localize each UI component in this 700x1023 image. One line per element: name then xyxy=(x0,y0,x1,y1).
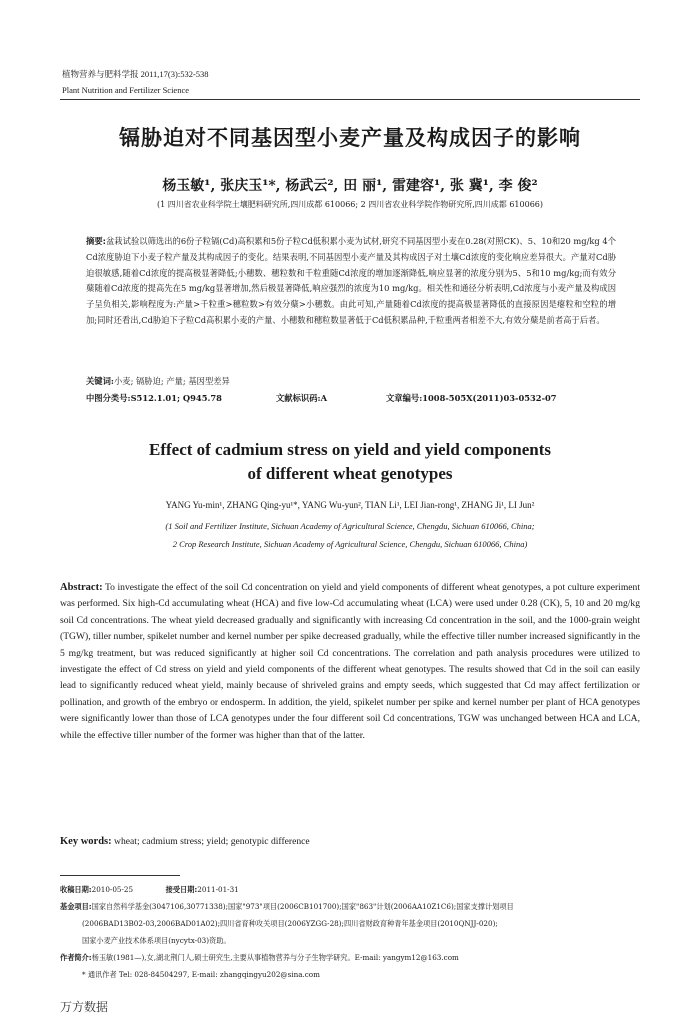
header-rule xyxy=(60,99,640,100)
title-en-line2: of different wheat genotypes xyxy=(247,464,453,483)
title-zh: 镉胁迫对不同基因型小麦产量及构成因子的影响 xyxy=(119,126,581,150)
keywords-en xyxy=(60,836,640,847)
fund-line-1: 基金项目:国家自然科学基金(3047106,30771338);国家"973"项目(2006CB101700);国家"863"计划(2006AA10Z1C6);国家支撑计划项目 xyxy=(60,902,514,911)
document-code: 文献标识码:A xyxy=(276,393,327,403)
title-en-line1: Effect of cadmium stress on yield and yield components xyxy=(148,440,551,459)
keywords-en-text: wheat; cadmium stress; yield; genotypic difference xyxy=(114,836,310,847)
fund-line-3: 国家小麦产业技术体系项目(nycytx-03)资助。 xyxy=(82,936,231,945)
abstract-en xyxy=(60,580,640,744)
corresponding-author: * 通讯作者 Tel: 028-84504297, E-mail: zhangqingyu202@sina.com xyxy=(82,970,320,979)
clc-number: 中图分类号:S512.1.01; Q945.78 xyxy=(86,393,222,403)
affiliation-en-2: 2 Crop Research Institute, Sichuan Academy of Agricultural Science, Chengdu, Sichuan 610066, China) xyxy=(172,539,528,549)
affiliation-zh: (1 四川省农业科学院土壤肥料研究所,四川成都 610066; 2 四川省农业科学院作物研究所,四川成都 610066) xyxy=(157,200,543,209)
fund-line-2: (2006BAD13B02-03,2006BAD01A02);四川省育种攻关项目(2006YZGG-28);四川省财政育种青年基金项目(2010QNJJ-020); xyxy=(82,919,498,928)
classification-row xyxy=(86,392,616,404)
keywords-zh-text: 小麦; 镉胁迫; 产量; 基因型差异 xyxy=(113,376,230,386)
keywords-zh-label: 关键词: xyxy=(86,376,114,386)
wanfang-watermark: 万方数据 xyxy=(60,1000,109,1014)
dates-line: 收稿日期:2010-05-25 接受日期:2011-01-31 xyxy=(60,885,239,894)
abstract-en-label: Abstract: xyxy=(60,582,103,593)
abstract-en-text: To investigate the effect of the soil Cd concentration on yield and yield components of different wheat genotypes, a pot culture experiment was performed. Six high-Cd accumulating wheat (HCA) and five low-Cd accumulating wheat (LCA) were used under 0.28 (CK), 5, 10 and 20 mg/kg soil Cd concentrations. The wheat yield decreased gradually and significantly with increasing Cd concentration in the soil, and the 1000-grain weight (TGW), tiller number, spikelet number and kernel number per spike decreased gradually, while the effective tiller number increased significantly in the 5 mg/kg treatment, but was reduced significantly at higher soil Cd concentrations. The correlation and path analysis procedures were utilized to investigate the effect of Cd stress on yield and yield components of the different wheat genotypes. The results showed that Cd in the soil can easily lead to significantly reduced wheat yield, mainly because of shriveled grains and empty seeds, which suggested that Cd may affect fertilization or pollination, and growth of the embryo or endosperm. In addition, the yield, spikelet number per spike and kernel number per plant of HCA genotypes were significantly lower than those of LCA genotypes under the four different soil Cd concentrations, TGW was unchanged between HCA and LCA, while the effective tiller number of the former was higher than that of the latter. xyxy=(60,582,641,741)
author-info: 作者简介:杨玉敏(1981—),女,湖北荆门人,硕士研究生,主要从事植物营养与分子生物学研究。E-mail: yangym12@163.com xyxy=(60,953,459,962)
abstract-zh-text: 盆栽试验以筛选出的6份子粒镉(Cd)高积累和5份子粒Cd低积累小麦为试材,研究不同基因型小麦在0.28(对照CK)、5、10和20 mg/kg 4个Cd浓度胁迫下小麦子粒产量及其构成因子的变化。结果表明,不同基因型小麦产量及其构成因子对土壤Cd浓度的变化响应差异很大。产量对Cd胁迫很敏感,随着Cd浓度的提高极显著降低;小穗数、穗粒数和千粒重随Cd浓度的增加逐渐降低,响应显著的浓度分别为5、5和10 mg/kg;而有效分蘖随着Cd浓度的提高先在5 mg/kg显著增加,然后极显著降低,响应强烈的浓度为10 mg/kg。相关性和通径分析表明,Cd浓度与小麦产量及构成因子呈负相关,影响程度为:产量>千粒重>穗粒数>有效分蘖>小穗数。由此可知,产量随着Cd浓度的提高极显著降低的直接原因是瘪粒和空粒的增加;同时还看出,Cd胁迫下子粒Cd高积累小麦的产量、小穗数和穗粒数显著低于Cd低积累品种,千粒重两者相差不大,有效分蘖是前者高于后者。 xyxy=(86,236,616,325)
keywords-zh xyxy=(86,375,616,387)
journal-name-en: Plant Nutrition and Fertilizer Science xyxy=(62,85,189,95)
abstract-zh xyxy=(86,234,616,329)
affiliation-en-1: (1 Soil and Fertilizer Institute, Sichuan Academy of Agricultural Science, Chengdu, Sichuan 610066, China; xyxy=(165,521,535,531)
footnote-rule xyxy=(60,875,180,876)
title-en xyxy=(60,438,640,486)
authors-en: YANG Yu-min¹, ZHANG Qing-yu¹*, YANG Wu-yun², TIAN Li¹, LEI Jian-rong¹, ZHANG Ji¹, LI Jun² xyxy=(165,500,535,510)
abstract-zh-label: 摘要: xyxy=(86,236,106,246)
article-number: 文章编号:1008-505X(2011)03-0532-07 xyxy=(386,393,557,403)
journal-citation-zh: 植物营养与肥料学报 2011,17(3):532-538 xyxy=(62,69,209,79)
authors-zh: 杨玉敏¹, 张庆玉¹*, 杨武云², 田 丽¹, 雷建容¹, 张 冀¹, 李 俊² xyxy=(162,178,538,194)
keywords-en-label: Key words: xyxy=(60,836,112,847)
